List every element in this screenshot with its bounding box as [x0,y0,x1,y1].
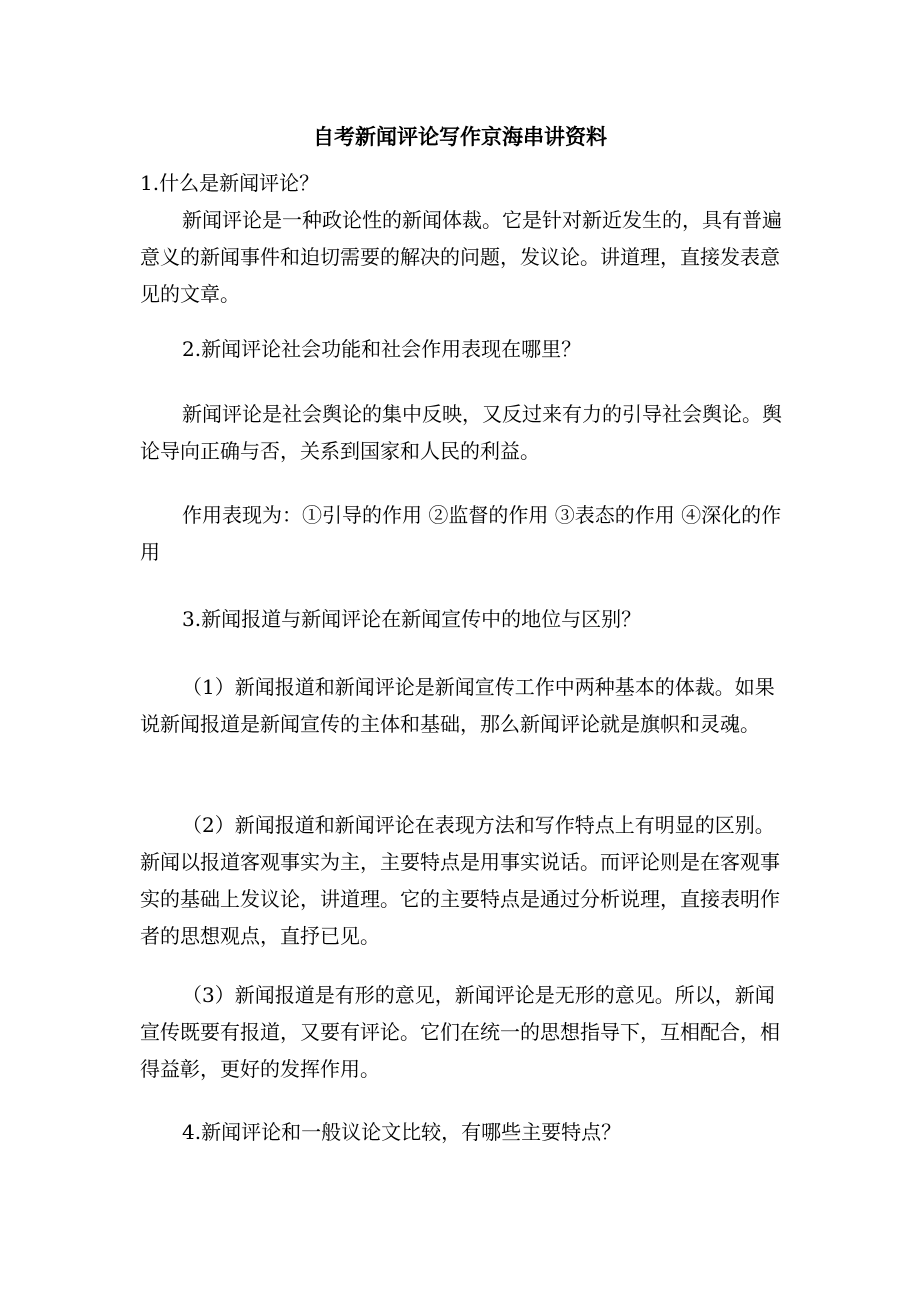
question-2-heading: 2.新闻评论社会功能和社会作用表现在哪里？ [182,337,582,361]
question-4-heading: 4.新闻评论和一般议论文比较，有哪些主要特点？ [182,1120,622,1144]
question-1-heading: 1.什么是新闻评论？ [140,171,320,195]
question-3-heading: 3.新闻报道与新闻评论在新闻宣传中的地位与区别？ [182,607,642,631]
question-2-answer: 新闻评论是社会舆论的集中反映，又反过来有力的引导社会舆论。舆论导向正确与否，关系到国家和人民的利益。 [140,402,782,463]
question-1-answer: 新闻评论是一种政论性的新闻体裁。它是针对新近发生的，具有普遍意义的新闻事件和迫切需要的解决的问题，发议论。讲道理，直接发表意见的文章。 [140,208,782,306]
question-3-point-1: （1）新闻报道和新闻评论是新闻宣传工作中两种基本的体裁。如果说新闻报道是新闻宣传的主体和基础，那么新闻评论就是旗帜和灵魂。 [140,675,775,736]
document-title: 自考新闻评论写作京海串讲资料 [313,124,607,149]
question-3-point-2: （2）新闻报道和新闻评论在表现方法和写作特点上有明显的区别。新闻以报道客观事实为主，主要特点是用事实说话。而评论则是在客观事实的基础上发议论，讲道理。它的主要特点是通过分析说理，直接表明作者的思想观点，直抒已见。 [140,813,780,948]
question-2-functions: 作用表现为：①引导的作用 ②监督的作用 ③表态的作用 ④深化的作用 [140,503,782,564]
question-3-point-3: （3）新闻报道是有形的意见，新闻评论是无形的意见。所以，新闻宣传既要有报道，又要有评论。它们在统一的思想指导下，互相配合，相得益彰，更好的发挥作用。 [140,983,780,1081]
